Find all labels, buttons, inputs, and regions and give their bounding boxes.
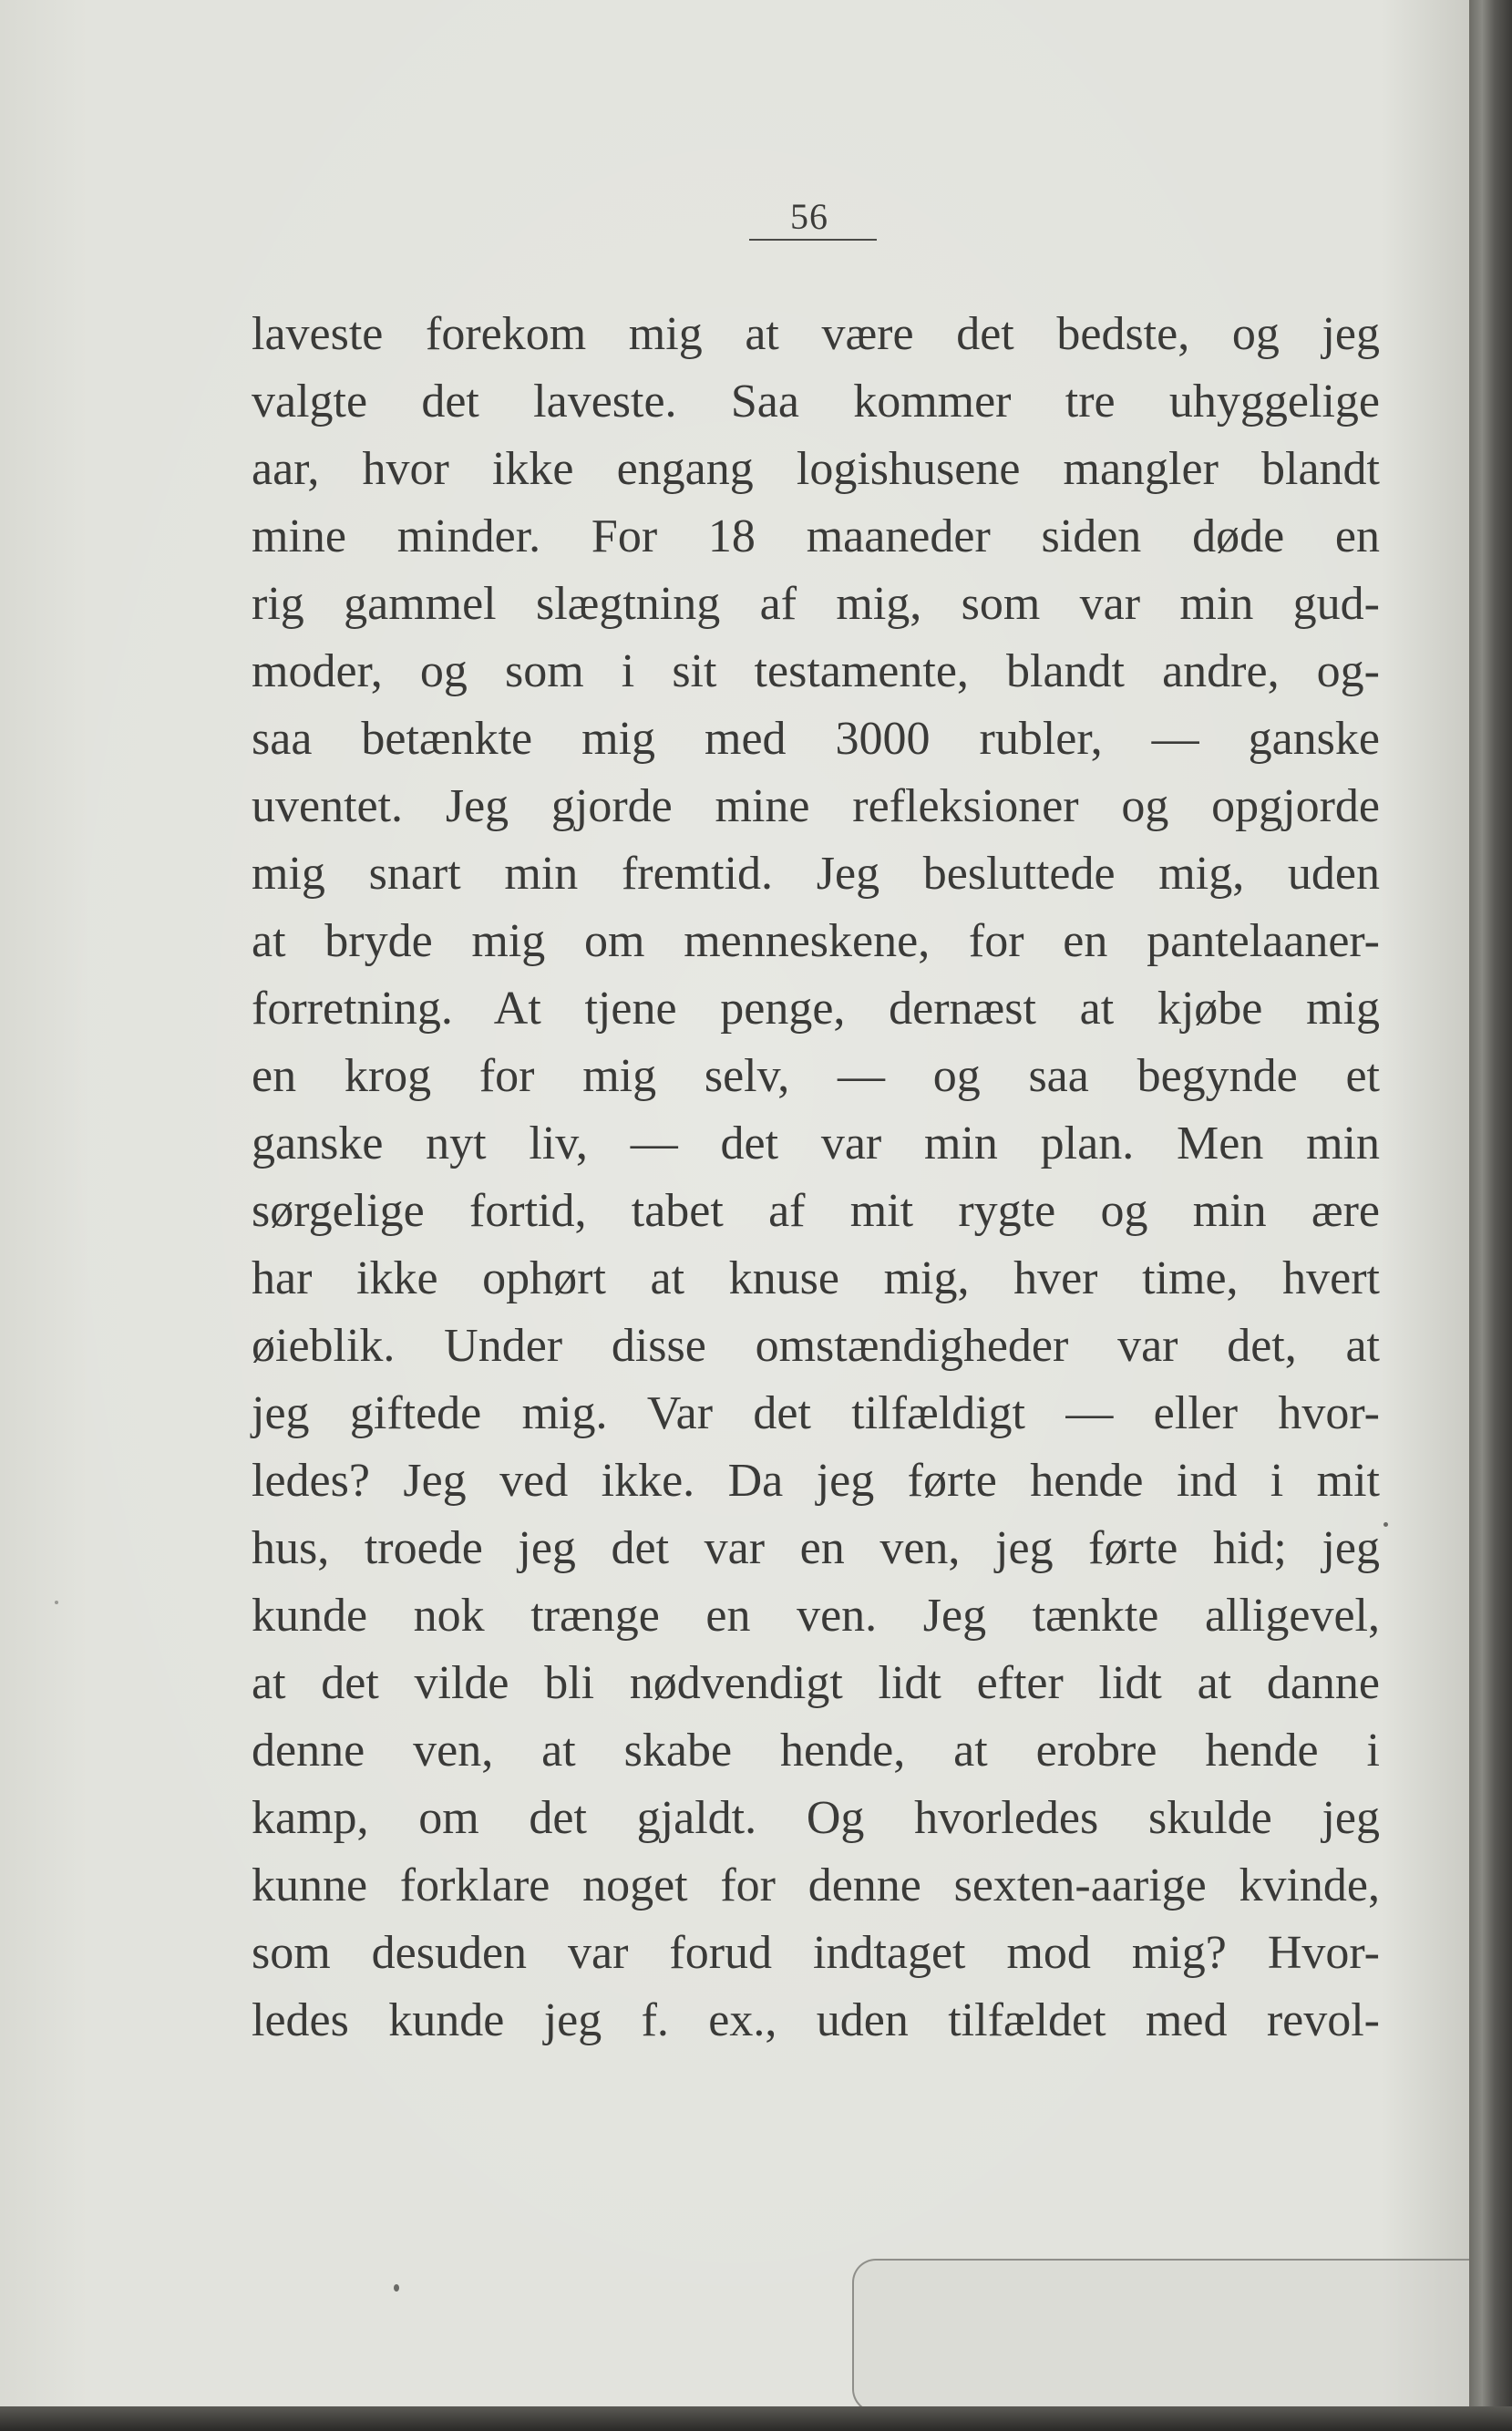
text-line: jeg giftede mig. Var det tilfældigt — eller hvor- bbox=[252, 1387, 1380, 1439]
text-line: mine minder. For 18 maaneder siden døde en bbox=[252, 510, 1380, 562]
text-line: ganske nyt liv, — det var min plan. Men min bbox=[252, 1118, 1380, 1169]
paper-speck bbox=[1383, 1522, 1388, 1527]
text-line: uventet. Jeg gjorde mine refleksioner og opgjorde bbox=[252, 780, 1380, 832]
text-line: rig gammel slægtning af mig, som var min gud- bbox=[252, 578, 1380, 630]
body-text bbox=[252, 301, 1380, 2055]
text-line: kunne forklare noget for denne sexten-aarige kvinde, bbox=[252, 1859, 1380, 1911]
text-line: sørgelige fortid, tabet af mit rygte og min ære bbox=[252, 1185, 1380, 1237]
text-line: ledes kunde jeg f. ex., uden tilfældet med revol- bbox=[252, 1994, 1380, 2046]
text-line: har ikke ophørt at knuse mig, hver time, hvert bbox=[252, 1252, 1380, 1304]
text-line: øieblik. Under disse omstændigheder var det, at bbox=[252, 1320, 1380, 1372]
text-line: kamp, om det gjaldt. Og hvorledes skulde jeg bbox=[252, 1792, 1380, 1844]
paper-speck bbox=[55, 1601, 58, 1604]
text-line: aar, hvor ikke engang logishusene mangler blandt bbox=[252, 443, 1380, 495]
text-line: ledes? Jeg ved ikke. Da jeg førte hende ind i mit bbox=[252, 1455, 1380, 1507]
text-line: valgte det laveste. Saa kommer tre uhyggelige bbox=[252, 376, 1380, 427]
paper-speck bbox=[394, 2284, 399, 2292]
library-label-outline bbox=[852, 2259, 1469, 2406]
text-line: hus, troede jeg det var en ven, jeg førte hid; jeg bbox=[252, 1522, 1380, 1574]
page-number: 56 bbox=[790, 196, 828, 237]
text-line: en krog for mig selv, — og saa begynde et bbox=[252, 1050, 1380, 1102]
text-line: kunde nok trænge en ven. Jeg tænkte alligevel, bbox=[252, 1590, 1380, 1642]
text-line: denne ven, at skabe hende, at erobre hende i bbox=[252, 1725, 1380, 1777]
text-line: moder, og som i sit testamente, blandt andre, og- bbox=[252, 645, 1380, 697]
page-number-underline bbox=[749, 239, 877, 241]
text-line: forretning. At tjene penge, dernæst at kjøbe mig bbox=[252, 983, 1380, 1035]
text-line: laveste forekom mig at være det bedste, og jeg bbox=[252, 308, 1380, 360]
text-line: saa betænkte mig med 3000 rubler, — ganske bbox=[252, 713, 1380, 765]
text-line: at det vilde bli nødvendigt lidt efter lidt at danne bbox=[252, 1657, 1380, 1709]
book-binding-edge bbox=[1469, 0, 1512, 2431]
text-line: mig snart min fremtid. Jeg besluttede mig, uden bbox=[252, 848, 1380, 900]
text-line: at bryde mig om menneskene, for en pantelaaner- bbox=[252, 915, 1380, 967]
text-line: som desuden var forud indtaget mod mig? Hvor- bbox=[252, 1927, 1380, 1979]
book-bottom-edge bbox=[0, 2406, 1512, 2431]
